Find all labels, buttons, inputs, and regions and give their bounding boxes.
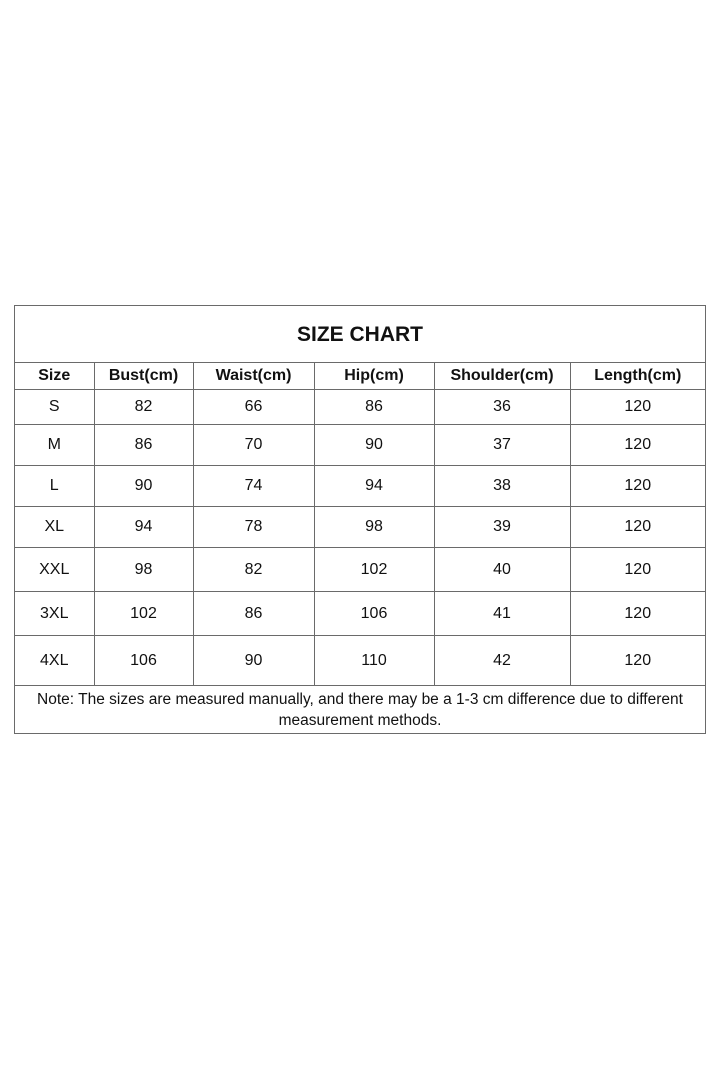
cell-size: XXL xyxy=(15,548,94,592)
cell-shoulder: 39 xyxy=(434,507,570,548)
cell-length: 120 xyxy=(570,548,705,592)
table-row xyxy=(15,507,705,548)
table-row xyxy=(15,548,705,592)
cell-shoulder: 38 xyxy=(434,466,570,507)
cell-shoulder: 40 xyxy=(434,548,570,592)
column-header-length: Length(cm) xyxy=(570,363,705,390)
cell-size: XL xyxy=(15,507,94,548)
cell-shoulder: 41 xyxy=(434,592,570,636)
column-header-size: Size xyxy=(15,363,94,390)
cell-hip: 90 xyxy=(314,425,434,466)
cell-length: 120 xyxy=(570,466,705,507)
column-header-waist: Waist(cm) xyxy=(193,363,314,390)
table-row xyxy=(15,390,705,425)
cell-length: 120 xyxy=(570,592,705,636)
table-row xyxy=(15,636,705,686)
cell-length: 120 xyxy=(570,390,705,425)
cell-length: 120 xyxy=(570,425,705,466)
cell-bust: 94 xyxy=(94,507,193,548)
table-row xyxy=(15,466,705,507)
cell-bust: 82 xyxy=(94,390,193,425)
cell-bust: 86 xyxy=(94,425,193,466)
cell-waist: 78 xyxy=(193,507,314,548)
cell-hip: 94 xyxy=(314,466,434,507)
column-header-shoulder: Shoulder(cm) xyxy=(434,363,570,390)
column-header-hip: Hip(cm) xyxy=(314,363,434,390)
cell-length: 120 xyxy=(570,507,705,548)
cell-bust: 98 xyxy=(94,548,193,592)
cell-waist: 82 xyxy=(193,548,314,592)
measurement-note: Note: The sizes are measured manually, and there may be a 1-3 cm difference due to different measurement methods. xyxy=(37,691,683,729)
column-header-bust: Bust(cm) xyxy=(94,363,193,390)
cell-hip: 98 xyxy=(314,507,434,548)
cell-waist: 90 xyxy=(193,636,314,686)
cell-size: 3XL xyxy=(15,592,94,636)
cell-waist: 86 xyxy=(193,592,314,636)
cell-bust: 102 xyxy=(94,592,193,636)
cell-size: S xyxy=(15,390,94,425)
chart-title: SIZE CHART xyxy=(15,306,705,363)
size-table xyxy=(15,363,705,686)
cell-hip: 110 xyxy=(314,636,434,686)
cell-hip: 86 xyxy=(314,390,434,425)
header-row xyxy=(15,363,705,390)
cell-bust: 90 xyxy=(94,466,193,507)
cell-bust: 106 xyxy=(94,636,193,686)
cell-waist: 66 xyxy=(193,390,314,425)
table-row xyxy=(15,425,705,466)
size-chart xyxy=(14,305,706,734)
table-row xyxy=(15,592,705,636)
cell-hip: 102 xyxy=(314,548,434,592)
cell-shoulder: 37 xyxy=(434,425,570,466)
cell-length: 120 xyxy=(570,636,705,686)
cell-size: M xyxy=(15,425,94,466)
cell-waist: 74 xyxy=(193,466,314,507)
cell-hip: 106 xyxy=(314,592,434,636)
cell-shoulder: 36 xyxy=(434,390,570,425)
cell-waist: 70 xyxy=(193,425,314,466)
cell-shoulder: 42 xyxy=(434,636,570,686)
cell-size: 4XL xyxy=(15,636,94,686)
cell-size: L xyxy=(15,466,94,507)
